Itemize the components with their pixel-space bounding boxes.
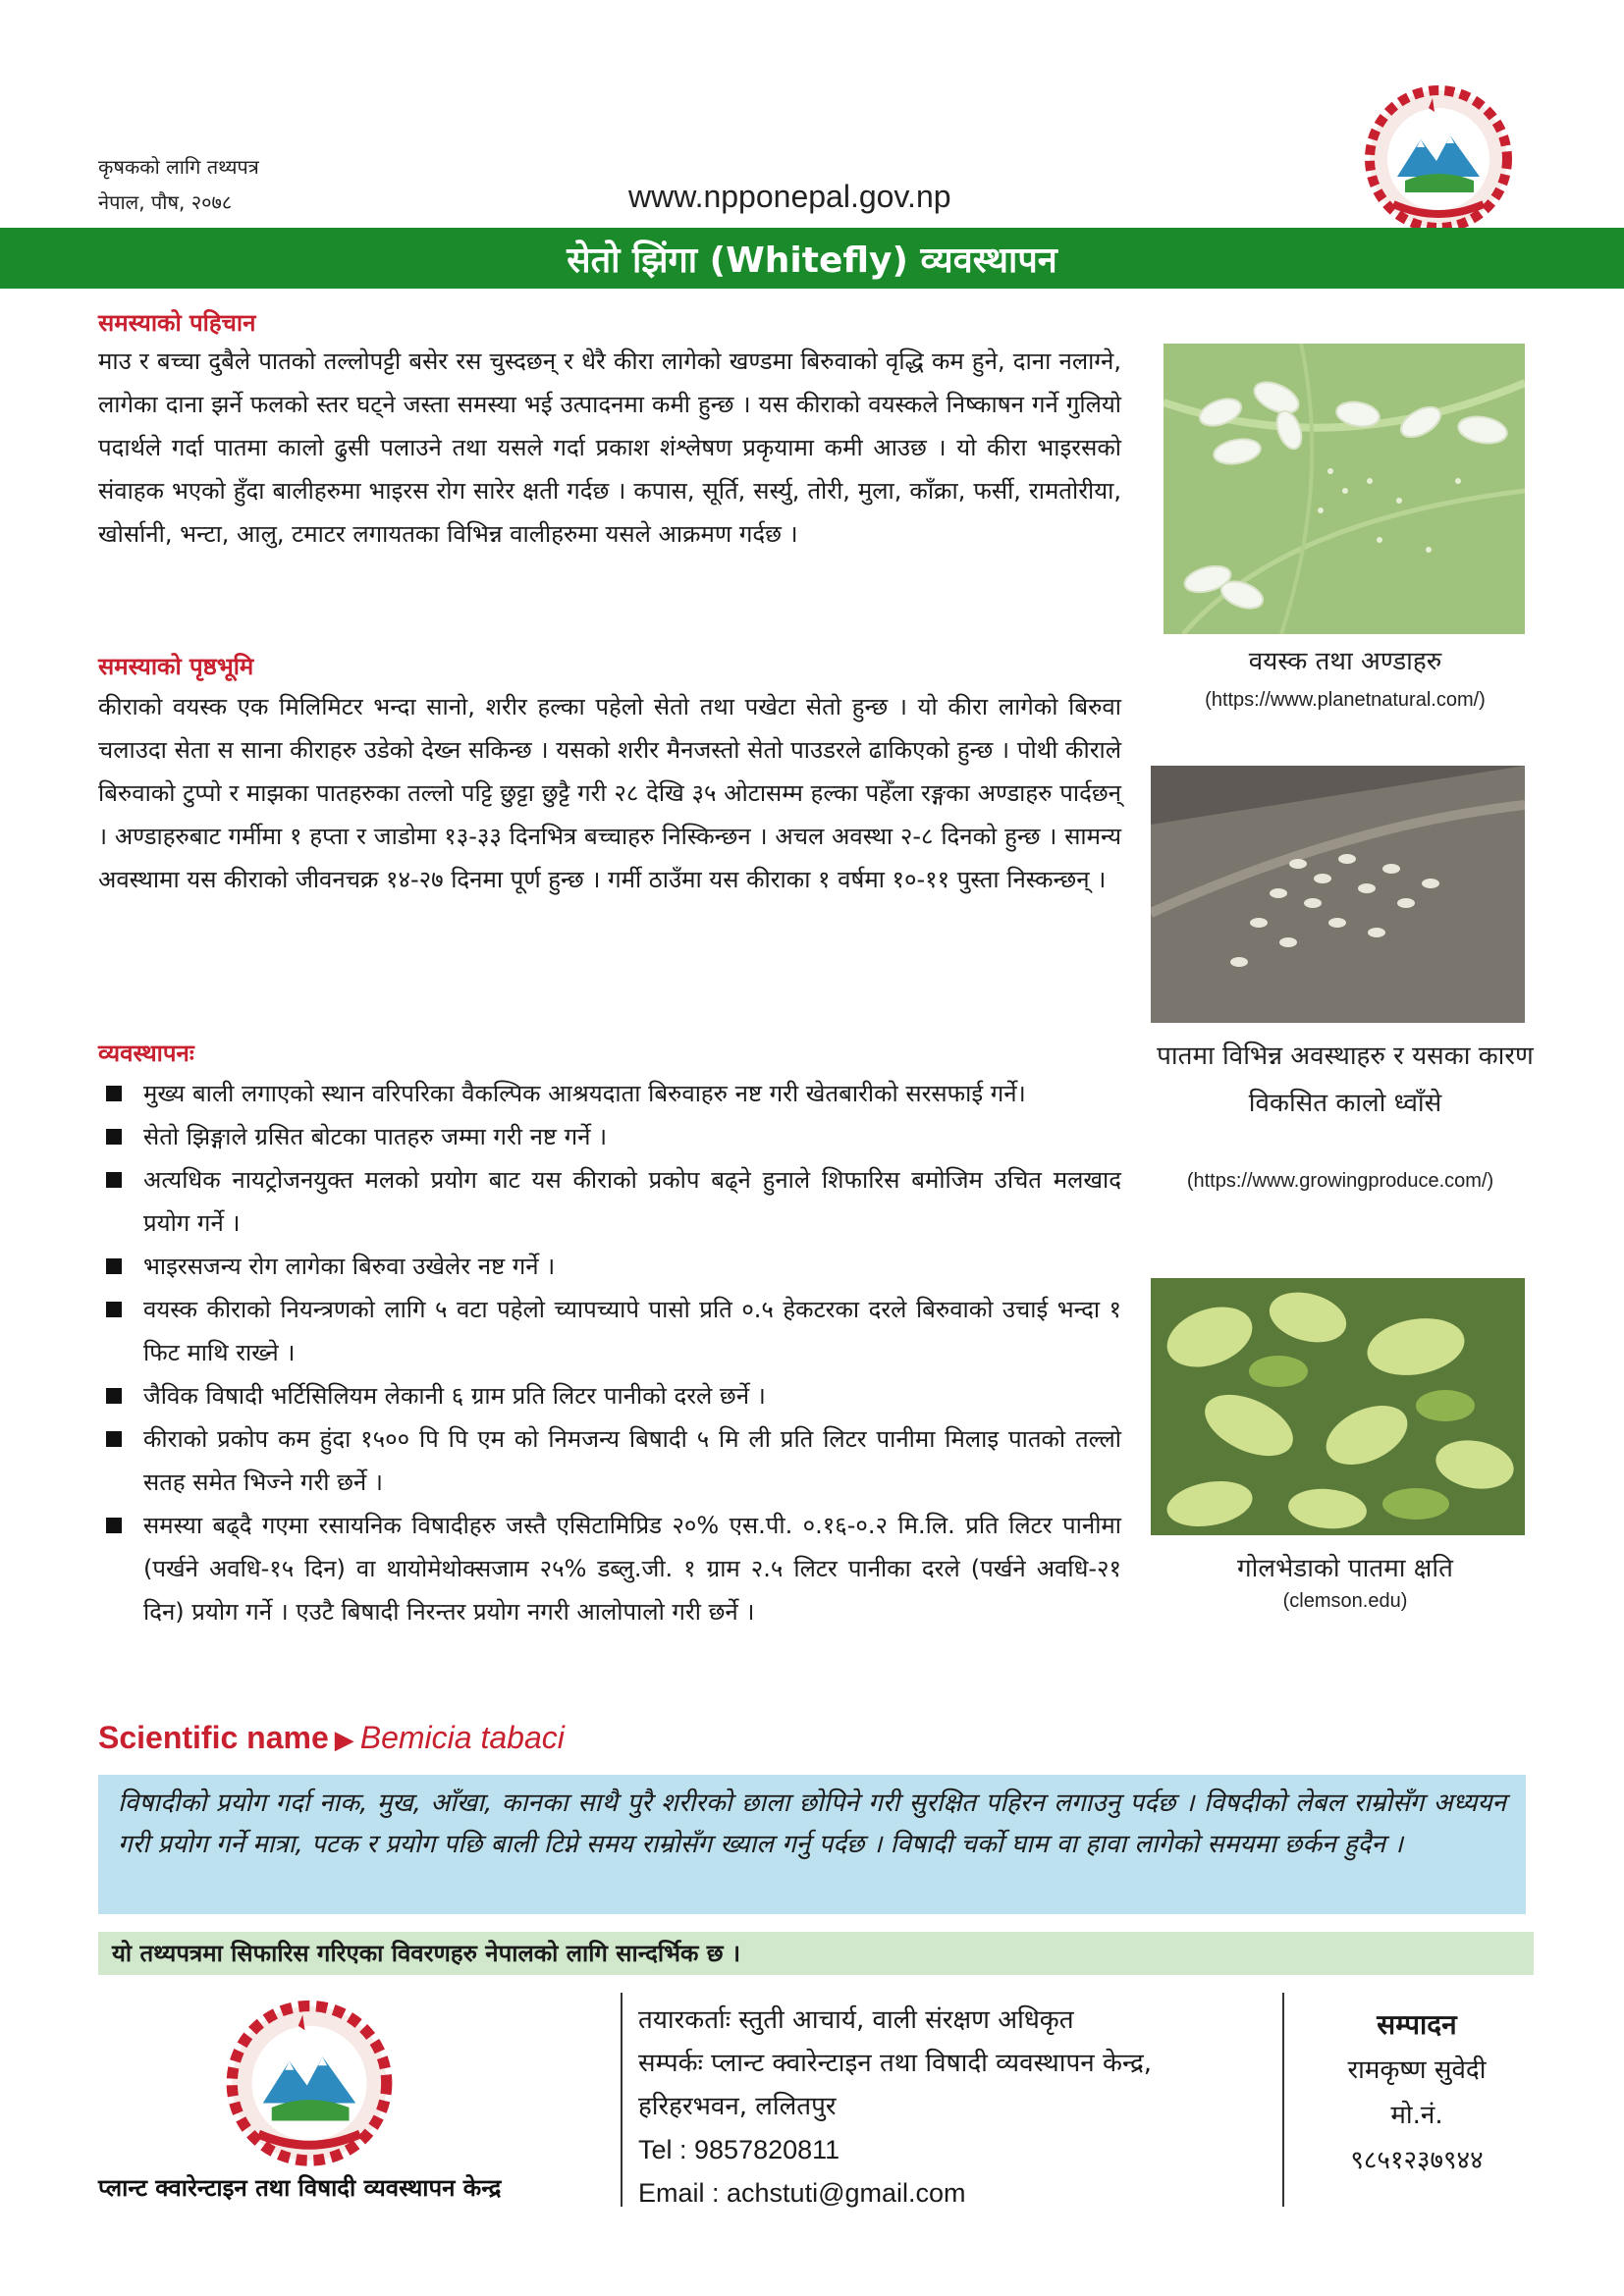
nepal-emblem-icon bbox=[221, 1993, 398, 2169]
photo-caption-2: पातमा विभिन्न अवस्थाहरु र यसका कारण विकसित कालो ध्वाँसे bbox=[1157, 1041, 1534, 1118]
photo-credit-3[interactable]: (clemson.edu) bbox=[1282, 1590, 1408, 1612]
photo-credit-1[interactable]: (https://www.planetnatural.com/) bbox=[1205, 689, 1486, 711]
page-title: सेतो झिंगा (Whitefly) व्यवस्थापन bbox=[567, 240, 1057, 281]
square-bullet-icon bbox=[106, 1518, 122, 1533]
caret-right-icon: ▶ bbox=[334, 1725, 354, 1754]
list-item: मुख्य बाली लगाएको स्थान वरिपरिका वैकल्पिक आश्रयदाता बिरुवाहरु नष्ट गरी खेतबारीको सरसफाई गर्ने। bbox=[98, 1072, 1121, 1115]
list-item: अत्यधिक नायट्रोजनयुक्त मलको प्रयोग बाट यस कीराको प्रकोप बढ्ने हुनाले शिफारिस बमोजिम उचित मलखाद प्रयोग गर्ने । bbox=[98, 1158, 1121, 1245]
management-list bbox=[98, 1072, 1121, 1633]
background-text: कीराको वयस्क एक मिलिमिटर भन्दा सानो, शरीर हल्का पहेलो सेतो तथा पखेटा सेतो हुन्छ । यो कीरा लागेको बिरुवा चलाउदा सेता स साना कीराहरु उडेको देख्न सकिन्छ । यसको शरीर मैनजस्तो सेतो पाउडरले ढाकिएको हुन्छ । पोथी कीराले बिरुवाको टुप्पो र माझका पातहरुका तल्लो पट्टि छुट्टा छुट्टै गरी २८ देखि ३५ ओटासम्म हल्का पहेँला रङ्गका अण्डाहरु पार्दछन् । अण्डाहरुबाट गर्मीमा १ हप्ता र जाडोमा १३-३३ दिनभित्र बच्चाहरु निस्किन्छन । अचल अवस्था २-८ दिनको हुन्छ । सामन्य अवस्थामा यस कीराको जीवनचक्र १४-२७ दिनमा पूर्ण हुन्छ । गर्मी ठाउँमा यस कीराका १ वर्षमा १०-११ पुस्ता निस्कन्छन् । bbox=[98, 693, 1121, 893]
square-bullet-icon bbox=[106, 1431, 122, 1447]
prepared-by: तयारकर्ताः स्तुती आचार्य, वाली संरक्षण अधिकृत bbox=[638, 2005, 1074, 2035]
email-address[interactable]: Email : achstuti@gmail.com bbox=[638, 2178, 966, 2208]
square-bullet-icon bbox=[106, 1172, 122, 1188]
editor-mobile-label: मो.नं. bbox=[1390, 2101, 1443, 2130]
contact-line-1: सम्पर्कः प्लान्ट क्वारेन्टाइन तथा विषादी व्यवस्थापन केन्द्र, bbox=[638, 2049, 1153, 2078]
website-link[interactable]: www.npponepal.gov.np bbox=[628, 179, 951, 214]
contact-block bbox=[638, 1999, 1267, 2215]
square-bullet-icon bbox=[106, 1086, 122, 1101]
list-item: जैविक विषादी भर्टिसिलियम लेकानी ६ ग्राम प्रति लिटर पानीको दरले छर्ने । bbox=[98, 1374, 1121, 1417]
square-bullet-icon bbox=[106, 1129, 122, 1145]
title-bar bbox=[0, 228, 1624, 289]
list-item: वयस्क कीराको नियन्त्रणको लागि ५ वटा पहेलो च्यापच्यापे पासो प्रति ०.५ हेकटरका दरले बिरुवाको उचाई भन्दा १ फिट माथि राख्ने । bbox=[98, 1288, 1121, 1374]
editor-block bbox=[1294, 2002, 1540, 2183]
factsheet-label: कृषकको लागि तथ्यपत्र bbox=[98, 155, 259, 179]
scientific-name bbox=[98, 1720, 565, 1756]
square-bullet-icon bbox=[106, 1258, 122, 1274]
factsheet-date: नेपाल, पौष, २०७८ bbox=[98, 190, 233, 214]
editor-heading: सम्पादन bbox=[1377, 2008, 1457, 2041]
footer-divider bbox=[621, 1993, 623, 2207]
scientific-name-label: Scientific name bbox=[98, 1720, 329, 1755]
list-item: समस्या बढ्दै गएमा रसायनिक विषादीहरु जस्तै एसिटामिप्रिड २०% एस.पी. ०.१६-०.२ मि.लि. प्रति लिटर पानीमा (पर्खने अवधि-१५ दिन) वा थायोमेथोक्सजाम २५% डब्लु.जी. १ ग्राम २.५ लिटर पानीका दरले (पर्खने अवधि-२१ दिन) प्रयोग गर्ने । एउटै बिषादी निरन्तर प्रयोग नगरी आलोपालो गरी छर्ने । bbox=[98, 1504, 1121, 1633]
whitefly-nymphs-photo bbox=[1151, 766, 1525, 1023]
factsheet-header bbox=[98, 149, 259, 220]
telephone[interactable]: Tel : 9857820811 bbox=[638, 2135, 840, 2164]
species-name: Bemicia tabaci bbox=[359, 1720, 565, 1755]
square-bullet-icon bbox=[106, 1388, 122, 1404]
contact-line-2: हरिहरभवन, ललितपुर bbox=[638, 2092, 837, 2121]
center-name: प्लान्ट क्वारेन्टाइन तथा विषादी व्यवस्थापन केन्द्र bbox=[98, 2174, 502, 2202]
tomato-leaf-damage-photo bbox=[1151, 1278, 1525, 1535]
background-heading: समस्याको पृष्ठभूमि bbox=[98, 653, 254, 680]
identification-text: माउ र बच्चा दुबैले पातको तल्लोपट्टी बसेर रस चुस्दछन् र धेरै कीरा लागेको खण्डमा बिरुवाको वृद्धि कम हुने, दाना नलाग्ने, लागेका दाना झर्ने फलको स्तर घट्ने जस्ता समस्या भई उत्पादनमा कमी हुन्छ । यस कीराको वयस्कले निष्काषन गर्ने गुलियो पदार्थले गर्दा पातमा कालो ढुसी पलाउने तथा यसले गर्दा प्रकाश शंश्लेषण प्रकृयामा कमी आउछ । यो कीरा भाइरसको संवाहक भएको हुँदा बालीहरुमा भाइरस रोग सारेर क्षती गर्दछ । कपास, सूर्ति, सर्स्यु, तोरी, मुला, काँक्रा, फर्सी, रामतोरीया, खोर्सानी, भन्टा, आलु, टमाटर लगायतका विभिन्न वालीहरुमा यसले आक्रमण गर्दछ । bbox=[98, 347, 1121, 548]
photo-credit-2[interactable]: (https://www.growingproduce.com/) bbox=[1186, 1170, 1494, 1192]
list-item: सेतो झिङ्गाले ग्रसित बोटका पातहरु जम्मा गरी नष्ट गर्ने । bbox=[98, 1115, 1121, 1158]
safety-warning: विषादीको प्रयोग गर्दा नाक, मुख, आँखा, कानका साथै पुरै शरीरको छाला छोपिने गरी सुरक्षित पहिरन लगाउनु पर्दछ । विषदीको लेबल राम्रोसँग अध्ययन गरी प्रयोग गर्ने मात्रा, पटक र प्रयोग पछि बाली टिप्ने समय राम्रोसँग ख्याल गर्नु पर्दछ । विषादी चर्को घाम वा हावा लागेको समयमा छर्कन हुदैन । bbox=[98, 1775, 1526, 1914]
photo-caption-1: वयस्क तथा अण्डाहरु bbox=[1248, 647, 1442, 676]
identification-heading: समस्याको पहिचान bbox=[98, 309, 256, 337]
relevance-note: यो तथ्यपत्रमा सिफारिस गरिएका विवरणहरु नेपालको लागि सान्दर्भिक छ । bbox=[98, 1932, 1534, 1975]
list-item: भाइरसजन्य रोग लागेका बिरुवा उखेलेर नष्ट गर्ने । bbox=[98, 1245, 1121, 1288]
whitefly-adults-photo bbox=[1164, 344, 1525, 634]
editor-name: रामकृष्ण सुवेदी bbox=[1347, 2056, 1487, 2085]
footer-divider bbox=[1282, 1993, 1284, 2207]
management-heading: व्यवस्थापनः bbox=[98, 1040, 194, 1067]
list-item: कीराको प्रकोप कम हुंदा १५०० पि पि एम को निमजन्य बिषादी ५ मि ली प्रति लिटर पानीमा मिलाइ पातको तल्लो सतह समेत भिज्ने गरी छर्ने । bbox=[98, 1417, 1121, 1504]
photo-caption-3: गोलभेडाको पातमा क्षति bbox=[1237, 1554, 1453, 1583]
editor-mobile[interactable]: ९८५१२३७९४४ bbox=[1350, 2146, 1484, 2175]
nepal-emblem-icon bbox=[1360, 79, 1517, 236]
square-bullet-icon bbox=[106, 1302, 122, 1317]
